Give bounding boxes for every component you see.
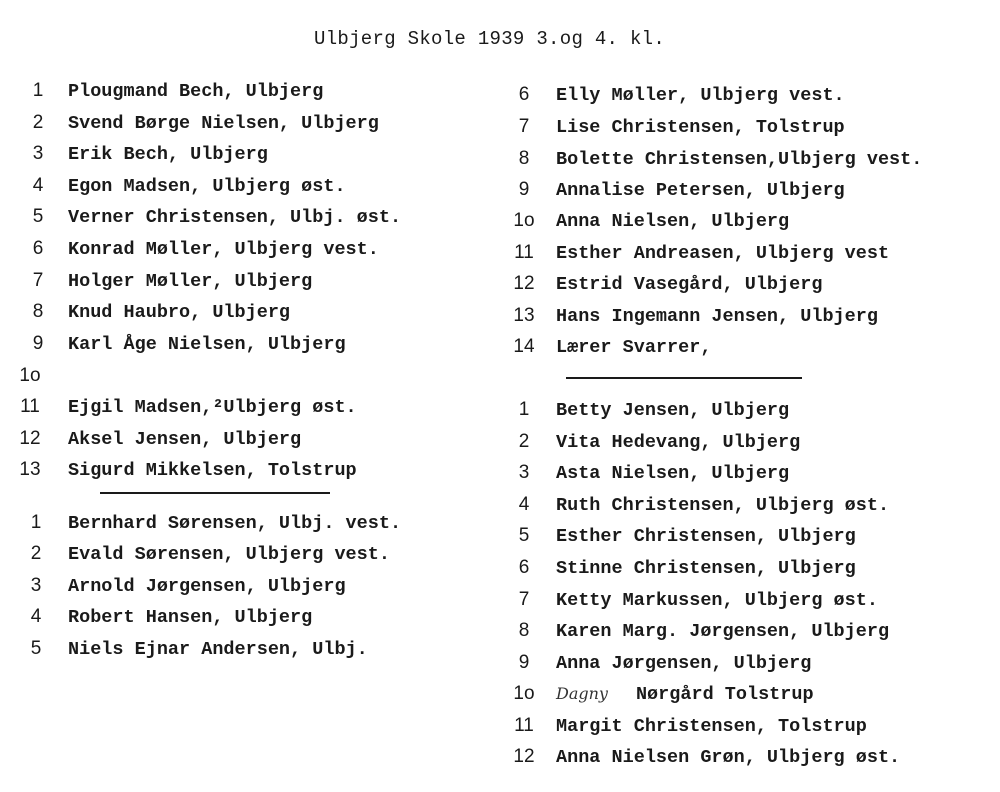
list-item — [504, 303, 878, 329]
item-number: 5 — [32, 206, 44, 227]
list-item — [10, 457, 357, 483]
list-item — [16, 510, 401, 536]
item-number: 2 — [518, 431, 530, 452]
list-item — [504, 681, 814, 707]
item-name: Evald Sørensen, Ulbjerg vest. — [68, 544, 390, 565]
item-number: 6 — [32, 238, 44, 259]
list-item — [504, 744, 900, 770]
list-item — [504, 523, 856, 549]
item-name: Aksel Jensen, Ulbjerg — [68, 429, 302, 450]
item-number: 11 — [514, 715, 534, 736]
item-name: Annalise Petersen, Ulbjerg — [556, 180, 845, 201]
item-name: Erik Bech, Ulbjerg — [68, 144, 268, 165]
item-number: 7 — [518, 116, 530, 137]
item-number: 11 — [20, 396, 40, 417]
item-name: Hans Ingemann Jensen, Ulbjerg — [556, 306, 878, 327]
item-name: Lise Christensen, Tolstrup — [556, 117, 845, 138]
list-item — [504, 397, 789, 423]
item-name: Esther Andreasen, Ulbjerg vest — [556, 243, 890, 264]
list-item — [10, 426, 301, 452]
item-name: Asta Nielsen, Ulbjerg — [556, 463, 790, 484]
list-item — [504, 555, 856, 581]
item-name: Margit Christensen, Tolstrup — [556, 716, 867, 737]
item-number: 6 — [518, 557, 530, 578]
list-item — [504, 114, 845, 140]
item-name: Plougmand Bech, Ulbjerg — [68, 81, 324, 102]
item-name: Vita Hedevang, Ulbjerg — [556, 432, 801, 453]
list-item — [18, 78, 323, 104]
item-name: Anna Jørgensen, Ulbjerg — [556, 653, 812, 674]
list-item — [18, 204, 401, 230]
list-item — [16, 573, 346, 599]
list-item — [10, 363, 60, 389]
item-number: 1o — [513, 210, 535, 231]
item-number: 1o — [19, 365, 41, 386]
document-title: Ulbjerg Skole 1939 3.og 4. kl. — [314, 28, 666, 50]
list-item — [504, 618, 889, 644]
item-number: 2 — [32, 112, 44, 133]
item-number: 4 — [32, 175, 44, 196]
item-name: Esther Christensen, Ulbjerg — [556, 526, 856, 547]
item-name: Karl Åge Nielsen, Ulbjerg — [68, 334, 346, 355]
item-name: Ketty Markussen, Ulbjerg øst. — [556, 590, 878, 611]
list-item — [16, 541, 390, 567]
list-item — [504, 429, 800, 455]
list-item — [18, 331, 346, 357]
item-number: 8 — [32, 301, 44, 322]
item-number: 3 — [30, 575, 42, 596]
item-number: 9 — [518, 179, 530, 200]
item-name: Elly Møller, Ulbjerg vest. — [556, 85, 845, 106]
item-number: 3 — [32, 143, 44, 164]
item-name: Niels Ejnar Andersen, Ulbj. — [68, 639, 368, 660]
item-number: 13 — [19, 459, 41, 480]
item-name: Robert Hansen, Ulbjerg — [68, 607, 313, 628]
list-item — [16, 636, 368, 662]
item-name: Knud Haubro, Ulbjerg — [68, 302, 291, 323]
item-name: Betty Jensen, Ulbjerg — [556, 400, 790, 421]
item-name: Egon Madsen, Ulbjerg øst. — [68, 176, 346, 197]
list-item — [10, 394, 357, 420]
item-number: 7 — [518, 589, 530, 610]
item-name: Stinne Christensen, Ulbjerg — [556, 558, 856, 579]
item-number: 12 — [513, 746, 535, 767]
item-name: Bernhard Sørensen, Ulbj. vest. — [68, 513, 402, 534]
item-name: Sigurd Mikkelsen, Tolstrup — [68, 460, 357, 481]
item-name: Anna Nielsen Grøn, Ulbjerg øst. — [556, 747, 901, 768]
list-item — [504, 650, 811, 676]
item-name: Holger Møller, Ulbjerg — [68, 271, 313, 292]
list-item — [18, 236, 379, 262]
item-number: 8 — [518, 620, 530, 641]
list-item — [504, 713, 867, 739]
list-item — [504, 271, 822, 297]
item-name: Estrid Vasegård, Ulbjerg — [556, 274, 823, 295]
list-item — [504, 587, 878, 613]
item-name: Karen Marg. Jørgensen, Ulbjerg — [556, 621, 890, 642]
item-name-handwritten: Dagny — [556, 684, 608, 703]
list-item — [18, 110, 379, 136]
item-number: 12 — [513, 273, 535, 294]
list-item — [18, 173, 346, 199]
item-number: 7 — [32, 270, 44, 291]
item-name: Lærer Svarrer, — [556, 337, 712, 358]
item-number: 2 — [30, 543, 42, 564]
item-number: 5 — [30, 638, 42, 659]
item-name-rest: Nørgård Tolstrup — [635, 684, 814, 705]
list-item — [504, 177, 845, 203]
item-number: 13 — [513, 305, 535, 326]
item-name: Ejgil Madsen,²Ulbjerg øst. — [68, 397, 357, 418]
item-number: 4 — [30, 606, 42, 627]
list-item — [504, 208, 789, 234]
item-number: 1 — [518, 399, 530, 420]
item-number: 1 — [32, 80, 44, 101]
item-name: Svend Børge Nielsen, Ulbjerg — [68, 113, 379, 134]
item-number: 6 — [518, 84, 530, 105]
item-number: 3 — [518, 462, 530, 483]
item-name: Bolette Christensen,Ulbjerg vest. — [556, 149, 923, 170]
item-number: 9 — [518, 652, 530, 673]
list-item — [18, 299, 290, 325]
item-number: 4 — [518, 494, 530, 515]
item-number: 1o — [513, 683, 535, 704]
item-number: 11 — [514, 242, 534, 263]
item-number: 1 — [30, 512, 42, 533]
item-name: Arnold Jørgensen, Ulbjerg — [68, 576, 346, 597]
list-item — [18, 141, 268, 167]
list-item — [504, 334, 711, 360]
item-name: Verner Christensen, Ulbj. øst. — [68, 207, 402, 228]
list-item — [18, 268, 312, 294]
section-divider-left — [100, 492, 330, 494]
item-name: Konrad Møller, Ulbjerg vest. — [68, 239, 379, 260]
list-item — [504, 240, 889, 266]
item-number: 12 — [19, 428, 41, 449]
item-number: 5 — [518, 525, 530, 546]
section-divider-right — [566, 377, 802, 379]
list-item — [504, 492, 889, 518]
item-number: 8 — [518, 148, 530, 169]
list-item — [504, 82, 845, 108]
list-item — [504, 460, 789, 486]
item-number: 9 — [32, 333, 44, 354]
item-name: Anna Nielsen, Ulbjerg — [556, 211, 790, 232]
item-number: 14 — [513, 336, 535, 357]
list-item — [504, 146, 922, 172]
list-item — [16, 604, 312, 630]
item-name: Ruth Christensen, Ulbjerg øst. — [556, 495, 890, 516]
